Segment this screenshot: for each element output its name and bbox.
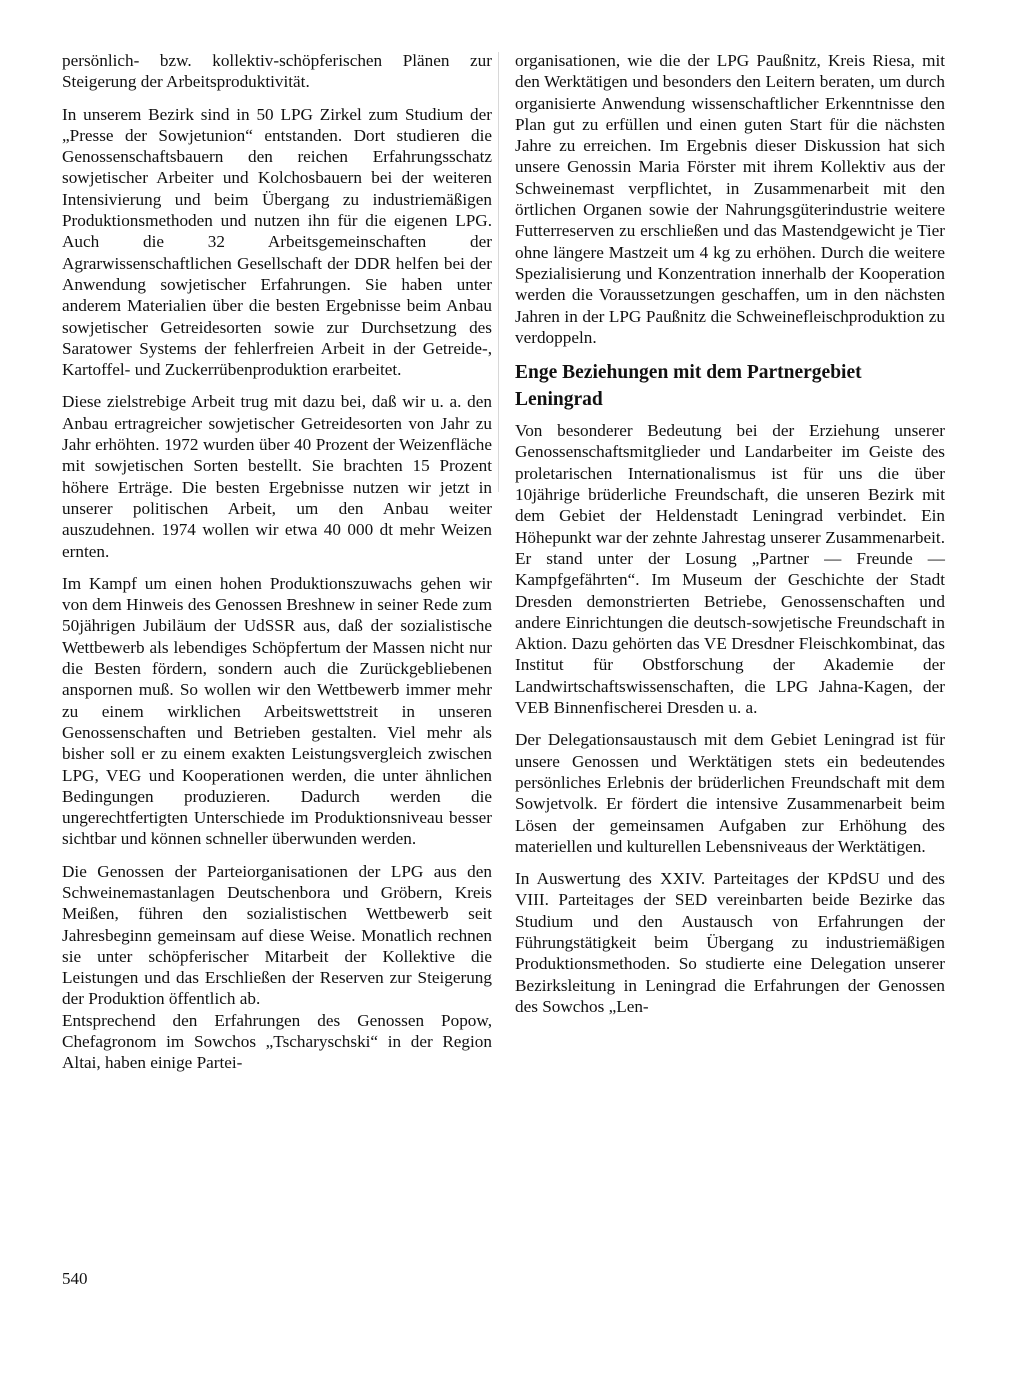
paragraph: Diese zielstrebige Arbeit trug mit dazu bei, daß wir u. a. den Anbau ertragreicher sowjetischer Getreidesorten von Jahr zu Jahr erhöhten. 1972 wurden über 40 Prozent der Weizenfläche mit sowjetischen Sorten bestellt. Sie brachten 15 Prozent höhere Erträge. Die besten Ergebnisse nutzen wir jetzt in unserer politischen Arbeit, um den Anbau weiter auszudehnen. 1974 wollen wir etwa 40 000 dt mehr Weizen ernten. [62,392,492,561]
paragraph: In unserem Bezirk sind in 50 LPG Zirkel zum Studium der „Presse der Sowjetunion“ entstanden. Dort studieren die Genossenschaftsbauern den reichen Erfahrungsschatz sowjetischer Arbeiter und Kolchosbauern bei der weiteren Intensivierung und beim Übergang zu industriemäßigen Produktionsmethoden und nutzen ihn für die eigenen LPG. Auch die 32 Arbeitsgemeinschaften der Agrarwissenschaftlichen Gesellschaft der DDR helfen bei der Anwendung sowjetischer Erfahrungen. Sie haben unter anderem Materialien über die besten Ergebnisse beim Anbau sowjetischer Getreidesorten sowie zur Durchsetzung des Saratower Systems der fehlerfreien Arbeit in der Getreide-, Kartoffel- und Zuckerrübenproduktion erarbeitet. [62,104,492,380]
left-column [62,50,492,1085]
section-heading: Enge Beziehungen mit dem Partnergebiet Leningrad [515,362,862,411]
paragraph: organisationen, wie die der LPG Paußnitz, Kreis Riesa, mit den Werktätigen und besonders den Leitern beraten, um durch organisierte Anwendung wissenschaftlicher Erkenntnisse den Plan gut zu erfüllen und einen guten Start für die nächsten Jahre zu erreichen. Im Ergebnis dieser Diskussion hat sich unsere Genossin Maria Förster mit ihrem Kollektiv aus der Schweinemast verpflichtet, in Zusammenarbeit mit den örtlichen Organen sowie der Nahrungsgüterindustrie weitere Futterreserven zu erschließen und das Mastendgewicht je Tier ohne längere Mastzeit um 4 kg zu erhöhen. Durch die weitere Spezialisierung und Konzentration innerhalb der Kooperation werden die Voraussetzungen geschaffen, um in den nächsten Jahren in der LPG Paußnitz die Schweinefleischproduktion zu verdoppeln. [515,51,945,347]
page-number: 540 [62,1269,88,1288]
paragraph: Der Delegationsaustausch mit dem Gebiet Leningrad ist für unsere Genossen und Werktätigen stets ein bedeutendes persönliches Erlebnis der brüderlichen Freundschaft mit dem Sowjetvolk. Er fördert die intensive Zusammenarbeit beim Lösen der gemeinsamen Aufgaben zur Erhöhung des materiellen und kulturellen Lebensniveaus der Werktätigen. [515,730,945,856]
paragraph: Entsprechend den Erfahrungen des Genossen Popow, Chefagronom im Sowchos „Tscharyschski“ in der Region Altai, haben einige Partei- [62,1010,492,1073]
paragraph: persönlich- bzw. kollektiv-schöpferischen Plänen zur Steigerung der Arbeitsproduktivität. [62,51,492,92]
paragraph: Im Kampf um einen hohen Produktionszuwachs gehen wir von dem Hinweis des Genossen Breshnew in seiner Rede zum 50jährigen Jubiläum der UdSSR aus, daß der sozialistische Wettbewerb als lebendiges Schöpfertum der Massen nicht nur die Besten fördern, sondern auch die Zurückgebliebenen anspornen muß. So wollen wir den Wettbewerb immer mehr zu einem wirklichen Arbeitswettstreit in unseren Genossenschaften und Betrieben gestalten. Viel mehr als bisher soll er zu einem exakten Leistungsvergleich zwischen LPG, VEG und Kooperationen werden, die unter ähnlichen Bedingungen produzieren. Dadurch werden die ungerechtfertigten Unterschiede im Produktionsniveau besser sichtbar und können schneller überwunden werden. [62,573,492,849]
paragraph: Von besonderer Bedeutung bei der Erziehung unserer Genossenschaftsmitglieder und Landarbeiter im Geiste des proletarischen Internationalismus ist für uns die über 10jährige brüderliche Freundschaft, die unseren Bezirk mit dem Gebiet der Heldenstadt Leningrad verbindet. Ein Höhepunkt war der zehnte Jahrestag unserer Zusammenarbeit. Er stand unter der Losung „Partner — Freunde — Kampfgefährten“. Im Museum der Geschichte der Stadt Dresden demonstrierten Betriebe, Genossenschaften und andere Einrichtungen die deutsch-sowjetische Freundschaft in Aktion. Dazu gehörten das VE Dresdner Fleischkombinat, das Institut für Obstforschung der Akademie der Landwirtschaftswissenschaften, die LPG Jahna-Kagen, der VEB Binnenfischerei Dresden u. a. [515,421,945,718]
paragraph: Die Genossen der Parteiorganisationen der LPG aus den Schweinemastanlagen Deutschenbora und Gröbern, Kreis Meißen, führen den sozialistischen Wettbewerb seit Jahresbeginn gemeinsam auf diese Weise. Monatlich rechnen sie unter schöpferischer Mitarbeit der Kollektive die Leistungen und das Erschließen der Reserven zur Steigerung der Produktion öffentlich ab. [62,861,492,1009]
paragraph: In Auswertung des XXIV. Parteitages der KPdSU und des VIII. Parteitages der SED vereinbarten beide Bezirke das Studium und den Austausch von Erfahrungen der Führungstätigkeit beim Übergang zu industriemäßigen Produktionsmethoden. So studierte eine Delegation unserer Bezirksleitung in Leningrad die Erfahrungen der Genossen des Sowchos „Len- [515,869,945,1016]
right-column [515,50,945,1028]
column-divider [498,52,499,492]
